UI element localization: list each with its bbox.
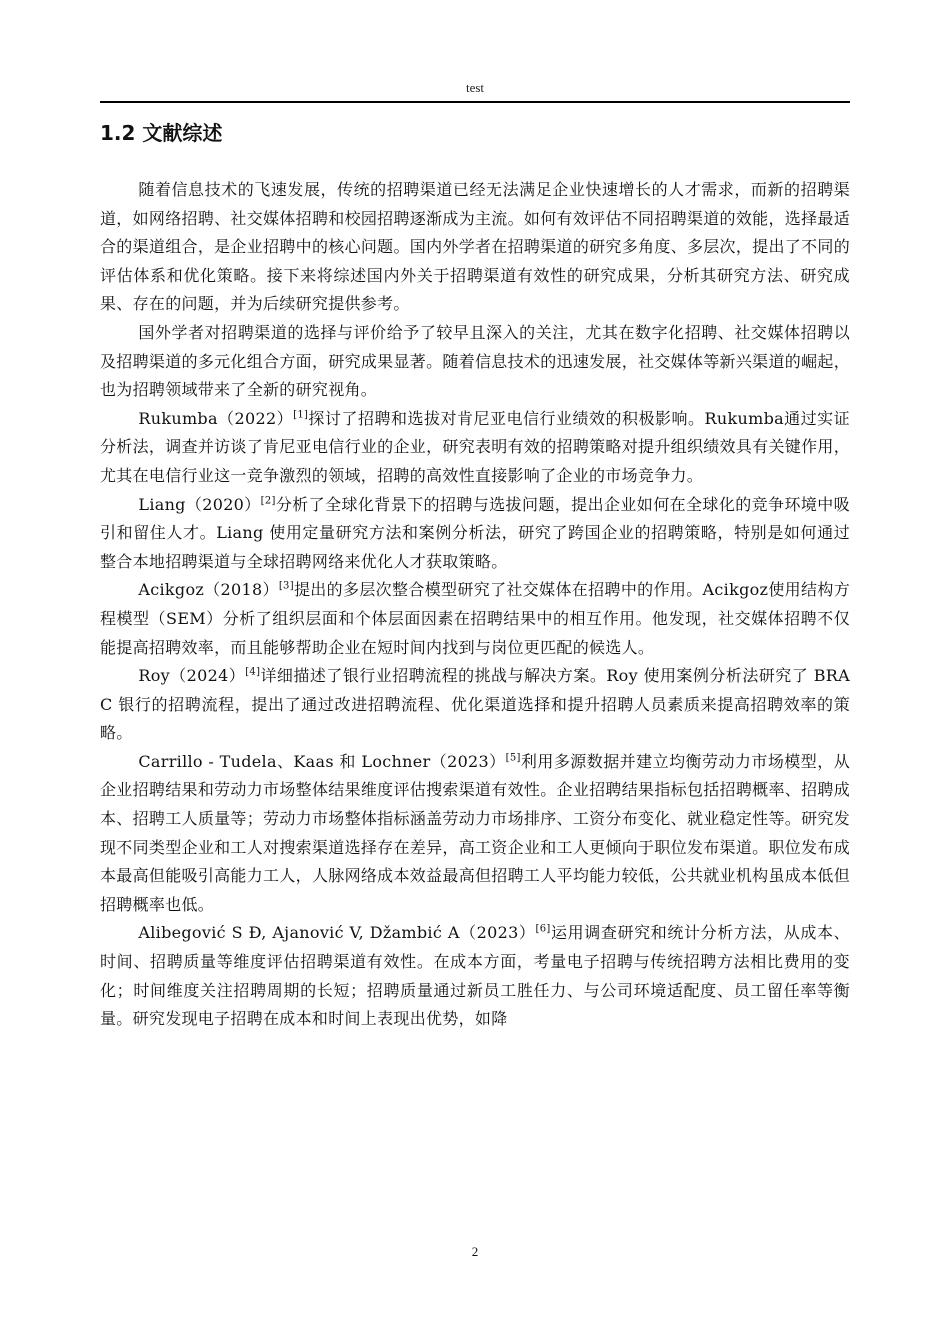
citation-marker: [4] bbox=[245, 666, 261, 678]
paragraph bbox=[100, 491, 850, 577]
paragraph bbox=[100, 405, 850, 491]
paragraph-lead: Carrillo - Tudela、Kaas 和 Lochner（2023） bbox=[138, 751, 506, 771]
paragraph bbox=[100, 576, 850, 662]
header-rule bbox=[100, 101, 850, 103]
paragraph bbox=[100, 662, 850, 748]
page-number: 2 bbox=[471, 1244, 479, 1259]
citation-marker: [3] bbox=[278, 580, 294, 592]
paragraph-lead: Alibegović S Đ, Ajanović V, Džambić A（2023） bbox=[138, 923, 536, 943]
paragraph-text: 运用调查研究和统计分析方法，从成本、时间、招聘质量等维度评估招聘渠道有效性。在成本方面，考量电子招聘与传统招聘方法相比费用的变化；时间维度关注招聘周期的长短；招聘质量通过新员工胜任力、与公司环境适配度、员工留任率等衡量。研究发现电子招聘在成本和时间上表现出优势，如降 bbox=[100, 923, 850, 1029]
paragraph bbox=[100, 176, 850, 319]
paragraph-lead: Rukumba（2022） bbox=[138, 408, 294, 428]
paragraph-text: 利用多源数据并建立均衡劳动力市场模型，从企业招聘结果和劳动力市场整体结果维度评估搜索渠道有效性。企业招聘结果指标包括招聘概率、招聘成本、招聘工人质量等；劳动力市场整体指标涵盖劳动力市场排序、工资分布变化、就业稳定性等。研究发现不同类型企业和工人对搜索渠道选择存在差异，高工资企业和工人更倾向于职位发布渠道。职位发布成本最高但能吸引高能力工人，人脉网络成本效益最高但招聘工人平均能力较低，公共就业机构虽成本低但招聘概率也低。 bbox=[100, 751, 850, 914]
citation-marker: [6] bbox=[535, 924, 551, 936]
paragraph-lead: Roy（2024） bbox=[138, 666, 246, 686]
paragraph bbox=[100, 319, 850, 405]
citation-marker: [5] bbox=[505, 752, 521, 764]
citation-marker: [2] bbox=[260, 495, 276, 507]
section-title: 1.2 文献综述 bbox=[100, 121, 223, 145]
paragraph-lead: Liang（2020） bbox=[138, 494, 261, 514]
paragraph-text: 提出的多层次整合模型研究了社交媒体在招聘中的作用。Acikgoz使用结构方程模型（SEM）分析了组织层面和个体层面因素在招聘结果中的相互作用。他发现，社交媒体招聘不仅能提高招聘效率，而且能够帮助企业在短时间内找到与岗位更匹配的候选人。 bbox=[100, 580, 850, 657]
citation-marker: [1] bbox=[293, 409, 309, 421]
document-body bbox=[100, 176, 850, 1034]
paragraph-text: 详细描述了银行业招聘流程的挑战与解决方案。Roy 使用案例分析法研究了 BRAC 银行的招聘流程，提出了通过改进招聘流程、优化渠道选择和提升招聘人员素质来提高招聘效率的策略。 bbox=[100, 666, 851, 743]
paragraph-text: 探讨了招聘和选拔对肯尼亚电信行业绩效的积极影响。Rukumba通过实证分析法，调查并访谈了肯尼亚电信行业的企业，研究表明有效的招聘策略对提升组织绩效具有关键作用，尤其在电信行业这一竞争激烈的领域，招聘的高效性直接影响了企业的市场竞争力。 bbox=[100, 408, 850, 485]
paragraph-text: 分析了全球化背景下的招聘与选拔问题，提出企业如何在全球化的竞争环境中吸引和留住人才。Liang 使用定量研究方法和案例分析法，研究了跨国企业的招聘策略，特别是如何通过整合本地招聘渠道与全球招聘网络来优化人才获取策略。 bbox=[100, 494, 850, 571]
paragraph-lead: Acikgoz（2018） bbox=[138, 580, 279, 600]
paragraph-text: 国外学者对招聘渠道的选择与评价给予了较早且深入的关注，尤其在数字化招聘、社交媒体招聘以及招聘渠道的多元化组合方面，研究成果显著。随着信息技术的迅速发展，社交媒体等新兴渠道的崛起，也为招聘领域带来了全新的研究视角。 bbox=[100, 322, 850, 400]
paragraph-text: 随着信息技术的飞速发展，传统的招聘渠道已经无法满足企业快速增长的人才需求，而新的招聘渠道，如网络招聘、社交媒体招聘和校园招聘逐渐成为主流。如何有效评估不同招聘渠道的效能，选择最适合的渠道组合，是企业招聘中的核心问题。国内外学者在招聘渠道的研究多角度、多层次，提出了不同的评估体系和优化策略。接下来将综述国内外关于招聘渠道有效性的研究成果，分析其研究方法、研究成果、存在的问题，并为后续研究提供参考。 bbox=[100, 180, 850, 314]
paragraph bbox=[100, 919, 850, 1033]
page-header: test bbox=[465, 80, 485, 95]
paragraph bbox=[100, 748, 850, 920]
